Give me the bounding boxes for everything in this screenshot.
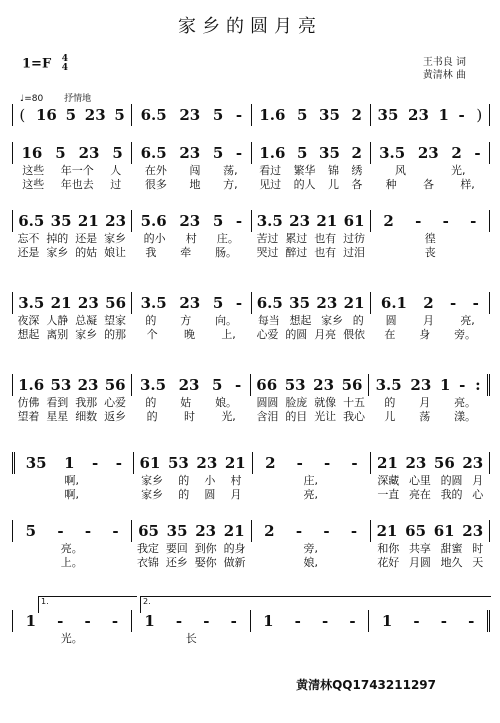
note: - bbox=[235, 212, 243, 230]
note: 23 bbox=[179, 106, 201, 124]
note: 5 bbox=[297, 106, 308, 124]
measure bbox=[371, 452, 490, 474]
note: 3.5 bbox=[379, 144, 406, 162]
note: 2 bbox=[264, 522, 275, 540]
notation-row bbox=[12, 210, 490, 232]
note: 5.6 bbox=[140, 212, 167, 230]
note: 23 bbox=[195, 522, 217, 540]
key-text: 1=F bbox=[22, 56, 52, 72]
measure bbox=[132, 610, 251, 632]
score-system bbox=[12, 374, 490, 424]
lyric-cell: 心爱 的圆 月亮 偎依 bbox=[256, 328, 366, 341]
note: 21 bbox=[316, 212, 338, 230]
note: 1 bbox=[439, 376, 451, 394]
lyric-line bbox=[12, 542, 490, 556]
note: 61 bbox=[139, 454, 161, 472]
note: 5 bbox=[114, 106, 125, 124]
lyric-cell: 很多 地 方, bbox=[144, 178, 238, 191]
meter-top: 4 bbox=[61, 54, 68, 64]
note: 23 bbox=[196, 454, 218, 472]
note: 2 bbox=[265, 454, 276, 472]
lyric-cell: 这些 年也去 过 bbox=[22, 178, 122, 191]
lyric-cell: 深藏 心里 的圆 月 bbox=[377, 474, 484, 487]
note: 56 bbox=[104, 376, 126, 394]
measure bbox=[12, 142, 132, 164]
lyric-line bbox=[12, 632, 490, 646]
measure bbox=[12, 520, 132, 542]
note: 5 bbox=[65, 106, 77, 124]
lyric-cell: 苦过 累过 也有 过彷 bbox=[256, 232, 366, 245]
lyric-cell: 的 方 向。 bbox=[145, 314, 238, 327]
measure bbox=[132, 292, 251, 314]
note: 2 bbox=[351, 144, 362, 162]
measure bbox=[134, 452, 253, 474]
meter-bottom: 4 bbox=[61, 63, 68, 73]
lyric-cell: 丧 bbox=[424, 246, 436, 259]
notation-row bbox=[12, 104, 490, 126]
note: 21 bbox=[343, 294, 365, 312]
note: 1 bbox=[64, 454, 75, 472]
lyric-line bbox=[12, 396, 490, 410]
note: - bbox=[440, 612, 447, 630]
lyric-cell: 啊, bbox=[64, 488, 79, 501]
measure bbox=[132, 210, 251, 232]
note: 56 bbox=[341, 376, 363, 394]
note: 3.5 bbox=[256, 212, 283, 230]
measure bbox=[132, 374, 251, 396]
note: - bbox=[112, 522, 119, 540]
measure bbox=[12, 210, 132, 232]
note: 35 bbox=[319, 144, 340, 162]
lyric-cell: 长 bbox=[185, 632, 197, 645]
lyric-cell: 望着 星星 细数 返乡 bbox=[17, 410, 127, 423]
lyric-cell: 花好 月圆 地久 天 bbox=[377, 556, 484, 569]
measure bbox=[12, 610, 132, 632]
note: 2 bbox=[451, 144, 462, 162]
lyric-cell: 在外 闯 荡, bbox=[144, 164, 238, 177]
note: ( 16 bbox=[35, 106, 57, 124]
lyric-cell: 的 月 亮。 bbox=[384, 396, 477, 409]
composer: 黄清林 曲 bbox=[422, 70, 466, 81]
credits bbox=[423, 56, 466, 82]
note: 53 bbox=[167, 454, 189, 472]
note: - bbox=[84, 612, 91, 630]
measure bbox=[251, 610, 370, 632]
expression-marking: 抒情地 bbox=[64, 94, 92, 104]
note: 2 bbox=[423, 294, 434, 312]
score-system bbox=[12, 104, 490, 126]
measure bbox=[12, 452, 134, 474]
lyric-line bbox=[12, 178, 490, 192]
time-signature bbox=[62, 55, 68, 73]
note: 23 bbox=[417, 144, 439, 162]
notation-row bbox=[12, 610, 490, 632]
note: 5 bbox=[212, 294, 224, 312]
lyric-line bbox=[12, 314, 490, 328]
lyric-cell: 衣锦 还乡 娶你 做新 bbox=[136, 556, 246, 569]
note: - bbox=[349, 612, 356, 630]
note: - bbox=[57, 522, 64, 540]
note: - bbox=[57, 612, 64, 630]
note: 23 bbox=[410, 376, 432, 394]
notation-row bbox=[12, 452, 490, 474]
note: 23 bbox=[462, 454, 484, 472]
note: 53 bbox=[284, 376, 306, 394]
lyric-line bbox=[12, 328, 490, 342]
note: - bbox=[351, 454, 358, 472]
measure bbox=[371, 142, 490, 164]
note: 35 bbox=[50, 212, 72, 230]
score-system bbox=[12, 610, 490, 646]
note: 35 bbox=[377, 106, 399, 124]
lyric-cell: 每当 想起 家乡 的 bbox=[257, 314, 364, 327]
lyric-cell: 的 姑 娘。 bbox=[145, 396, 238, 409]
lyric-cell: 家乡 的 小 村 bbox=[141, 474, 242, 487]
note: 23 bbox=[316, 294, 338, 312]
measure bbox=[369, 610, 490, 632]
note: - bbox=[468, 612, 475, 630]
note: 2 bbox=[383, 212, 394, 230]
note: - bbox=[350, 522, 358, 540]
lyric-cell: 这些 年一个 人 bbox=[22, 164, 122, 177]
note: - bbox=[413, 612, 420, 630]
note: 66 bbox=[256, 376, 278, 394]
lyric-cell: 光。 bbox=[60, 632, 83, 645]
lyric-cell: 上。 bbox=[60, 556, 83, 569]
note: 5 bbox=[212, 144, 224, 162]
lyric-line bbox=[12, 410, 490, 424]
note: 53 bbox=[50, 376, 72, 394]
lyric-cell: 亮。 bbox=[60, 542, 83, 555]
note: 61 bbox=[343, 212, 365, 230]
note: - bbox=[442, 212, 449, 230]
note: - bbox=[295, 522, 303, 540]
note: 5 bbox=[212, 106, 224, 124]
volta-second bbox=[140, 596, 491, 613]
lyricist: 王书良 词 bbox=[422, 57, 466, 68]
note: - bbox=[459, 376, 466, 394]
lyric-cell: 啊, bbox=[64, 474, 79, 487]
lyric-cell: 和你 共享 甜蜜 时 bbox=[377, 542, 484, 555]
lyric-line bbox=[12, 556, 490, 570]
note: - bbox=[323, 522, 330, 540]
note: 1 bbox=[25, 612, 36, 630]
note: 3.5 bbox=[375, 376, 402, 394]
lyric-cell: 看过 繁华 锦 绣 bbox=[259, 164, 363, 177]
note: - bbox=[235, 294, 243, 312]
lyric-cell bbox=[371, 632, 491, 646]
note: 21 bbox=[223, 522, 245, 540]
measure bbox=[12, 104, 132, 126]
note: - bbox=[203, 612, 210, 630]
note: 6.5 bbox=[140, 106, 167, 124]
note: - bbox=[111, 612, 119, 630]
score-system bbox=[12, 292, 490, 342]
note: 6.5 bbox=[256, 294, 283, 312]
lyric-cell: 的小 村 庄。 bbox=[143, 232, 239, 245]
song-title: 家乡的圆月亮 bbox=[178, 16, 322, 37]
lyric-cell: 在 身 旁。 bbox=[384, 328, 477, 341]
lyric-cell: 夜深 人静 总凝 望家 bbox=[17, 314, 127, 327]
volta-first bbox=[38, 596, 137, 613]
note: 21 bbox=[377, 454, 398, 472]
notation-row bbox=[12, 374, 490, 396]
lyric-cell: 仿佛 看到 我那 心爱 bbox=[17, 396, 127, 409]
note: 1.6 bbox=[259, 106, 286, 124]
note: 6.5 bbox=[140, 144, 167, 162]
note: - bbox=[458, 106, 465, 124]
measure bbox=[12, 292, 132, 314]
note: 23 bbox=[179, 212, 201, 230]
lyric-cell: 见过 的人 儿 各 bbox=[259, 178, 363, 191]
lyric-cell: 的 时 光, bbox=[146, 410, 236, 423]
note: 23 bbox=[105, 212, 127, 230]
measure bbox=[371, 520, 490, 542]
lyric-cell: 还是 家乡 的姑 娘让 bbox=[17, 246, 127, 259]
score-system bbox=[12, 452, 490, 502]
note: - bbox=[230, 612, 237, 630]
lyric-cell: 哭过 醉过 也有 过泪 bbox=[256, 246, 366, 259]
note: 21 bbox=[77, 212, 99, 230]
lyric-cell: 风 光, bbox=[395, 164, 466, 177]
note: 23 bbox=[78, 144, 100, 162]
measure bbox=[371, 104, 490, 126]
note: 23 bbox=[289, 212, 311, 230]
lyric-cell: 儿 荡 漾。 bbox=[384, 410, 477, 423]
tempo-value: ♩=80 bbox=[20, 94, 44, 104]
note: 56 bbox=[105, 294, 127, 312]
note: - bbox=[115, 454, 122, 472]
lyric-cell: 一直 亮在 我的 心 bbox=[377, 488, 484, 501]
lyric-cell: 娘, bbox=[303, 556, 318, 569]
note: 65 bbox=[405, 522, 427, 540]
arranger-signature: 黄清林QQ1743211297 bbox=[296, 678, 436, 692]
note: 3.5 bbox=[18, 294, 45, 312]
note: 1.6 bbox=[259, 144, 286, 162]
measure bbox=[132, 520, 251, 542]
note: 23 bbox=[77, 376, 99, 394]
note: 56 bbox=[433, 454, 455, 472]
measure bbox=[252, 210, 371, 232]
note: 21 bbox=[50, 294, 72, 312]
measure bbox=[369, 374, 490, 396]
note: - bbox=[235, 106, 243, 124]
lyric-line bbox=[12, 474, 490, 488]
note: 21 bbox=[376, 522, 398, 540]
note: 2 bbox=[351, 106, 362, 124]
note: 16 bbox=[21, 144, 43, 162]
lyric-line bbox=[12, 488, 490, 502]
lyric-cell: 徨 bbox=[424, 232, 436, 245]
note: 5 bbox=[212, 212, 224, 230]
note: 35 bbox=[319, 106, 340, 124]
lyric-cell: 含泪 的目 光让 我心 bbox=[256, 410, 366, 423]
lyric-cell: 个 晚 上, bbox=[146, 328, 236, 341]
note: - bbox=[450, 294, 457, 312]
note: 1 bbox=[438, 106, 449, 124]
note: 5 bbox=[25, 522, 37, 540]
note: - bbox=[472, 294, 479, 312]
measure bbox=[252, 142, 371, 164]
note: - bbox=[92, 454, 99, 472]
lyric-cell: 庄, bbox=[303, 474, 318, 487]
measure bbox=[251, 374, 370, 396]
lyric-line bbox=[12, 246, 490, 260]
lyric-line bbox=[12, 232, 490, 246]
lyric-cell: 忘不 掉的 还是 家乡 bbox=[17, 232, 127, 245]
notation-row bbox=[12, 142, 490, 164]
note: - bbox=[324, 454, 331, 472]
notation-row bbox=[12, 520, 490, 542]
note: 5 bbox=[212, 376, 223, 394]
lyric-cell: 想起 离别 家乡 的那 bbox=[17, 328, 127, 341]
volta-first-label: 1. bbox=[41, 597, 49, 606]
key-signature bbox=[22, 55, 68, 73]
note: 23 bbox=[77, 294, 99, 312]
lyric-cell: 亮, bbox=[303, 488, 318, 501]
measure bbox=[253, 452, 372, 474]
note: 23 bbox=[313, 376, 335, 394]
score-system bbox=[12, 210, 490, 260]
note: - bbox=[175, 612, 183, 630]
measure bbox=[371, 292, 490, 314]
lyric-cell bbox=[251, 632, 371, 646]
note: 23 bbox=[408, 106, 429, 124]
note: - bbox=[474, 144, 481, 162]
tempo-marking bbox=[20, 91, 91, 104]
note: 1.6 bbox=[18, 376, 45, 394]
note: 23 bbox=[462, 522, 484, 540]
note: 5 bbox=[55, 144, 66, 162]
note: 61 bbox=[433, 522, 455, 540]
note: 35 bbox=[166, 522, 188, 540]
note: - bbox=[322, 612, 329, 630]
note: 65 bbox=[138, 522, 159, 540]
note: - bbox=[415, 212, 422, 230]
note: - bbox=[84, 522, 92, 540]
measure bbox=[132, 142, 251, 164]
note: 35 bbox=[25, 454, 47, 472]
note: - bbox=[294, 612, 301, 630]
volta-second-label: 2. bbox=[143, 597, 151, 606]
note: 1 bbox=[144, 612, 155, 630]
lyric-cell: 我定 要回 到你 的身 bbox=[136, 542, 246, 555]
note: 21 bbox=[224, 454, 246, 472]
measure bbox=[132, 104, 251, 126]
note: 1 bbox=[263, 612, 274, 630]
lyric-line bbox=[12, 164, 490, 178]
note: 6.5 bbox=[18, 212, 45, 230]
measure bbox=[252, 292, 371, 314]
lyric-cell: 种 各 样, bbox=[385, 178, 475, 191]
score-system bbox=[12, 142, 490, 192]
note: 23 bbox=[178, 376, 200, 394]
note: 3.5 bbox=[140, 294, 167, 312]
note: - bbox=[470, 212, 477, 230]
lyric-cell: 我 牵 肠。 bbox=[145, 246, 238, 259]
note: 6.1 bbox=[380, 294, 407, 312]
measure bbox=[12, 374, 132, 396]
lyric-cell: 旁, bbox=[303, 542, 318, 555]
lyric-cell: 家乡 的 圆 月 bbox=[141, 488, 242, 501]
note: 35 bbox=[289, 294, 311, 312]
note: 1 bbox=[381, 612, 393, 630]
lyric-cell: 圆圆 脸庞 就像 十五 bbox=[256, 396, 366, 409]
note: 5 bbox=[297, 144, 308, 162]
note: - bbox=[234, 376, 242, 394]
lyric-cell: 圆 月 亮, bbox=[385, 314, 475, 327]
note: - bbox=[296, 454, 303, 472]
measure bbox=[371, 210, 490, 232]
note: 23 bbox=[179, 294, 201, 312]
score-system bbox=[12, 520, 490, 570]
note: 23 bbox=[405, 454, 427, 472]
notation-row bbox=[12, 292, 490, 314]
note: 23 bbox=[84, 106, 106, 124]
note: 3.5 bbox=[140, 376, 167, 394]
note: 23 bbox=[179, 144, 201, 162]
measure bbox=[252, 520, 371, 542]
note: 5 bbox=[112, 144, 123, 162]
measure bbox=[252, 104, 371, 126]
note: - bbox=[235, 144, 243, 162]
